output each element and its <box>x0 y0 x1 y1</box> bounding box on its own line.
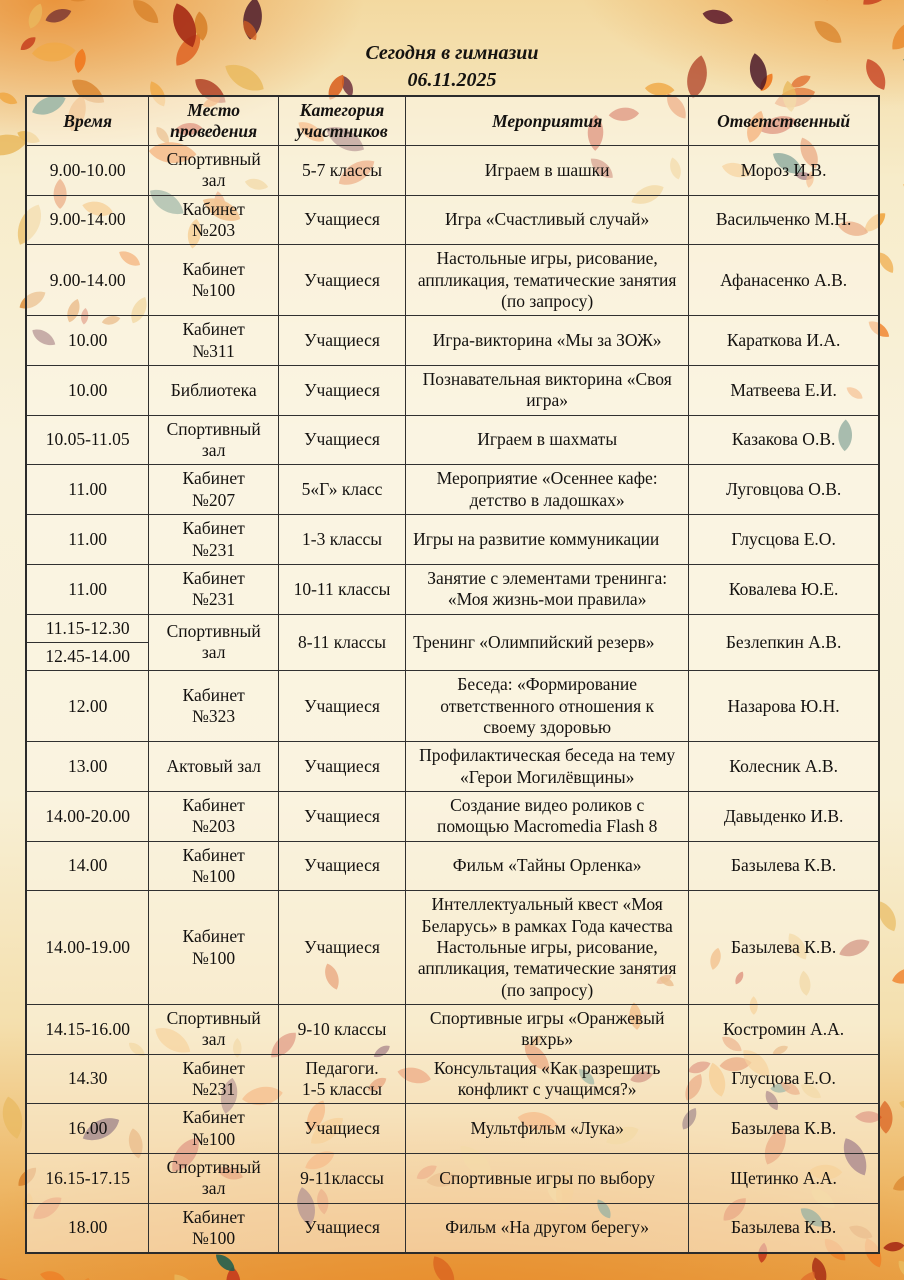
place-cell <box>149 195 279 245</box>
category-cell <box>278 415 405 465</box>
table-row <box>26 195 879 245</box>
time-cell <box>26 366 149 416</box>
table-body <box>26 146 879 1254</box>
place-line: Кабинет <box>182 198 245 219</box>
event-text: Настольные игры, рисование, аппликация, тематические занятия (по запросу) <box>417 937 677 1000</box>
category-cell <box>278 742 405 792</box>
event-cell <box>406 1154 689 1204</box>
header-place: Место проведения <box>149 96 279 146</box>
time-value: 11.00 <box>68 528 108 549</box>
page-title-date: 06.11.2025 <box>407 69 497 91</box>
event-text: Игра-викторина «Мы за ЗОЖ» <box>432 330 662 351</box>
category-cell <box>278 1005 405 1055</box>
place-line: №311 <box>192 340 235 361</box>
time-value: 10.00 <box>67 330 108 351</box>
category-cell <box>278 891 405 1005</box>
place-line: Актовый зал <box>166 755 261 776</box>
category-cell <box>278 515 405 565</box>
category-line: 1-5 классы <box>302 1079 383 1100</box>
category-line: Учащиеся <box>304 209 380 230</box>
place-line: №231 <box>192 589 236 610</box>
place-cell <box>149 316 279 366</box>
event-cell <box>406 415 689 465</box>
place-line: №100 <box>192 1128 236 1149</box>
category-line: Учащиеся <box>304 937 380 957</box>
time-cell <box>26 614 149 671</box>
responsible-cell: Глусцова Е.О. <box>689 515 879 565</box>
time-cell <box>26 515 149 565</box>
event-cell <box>406 515 689 565</box>
event-cell <box>406 614 689 671</box>
time-value: 11.15-12.30 <box>45 617 130 638</box>
place-cell <box>149 841 279 891</box>
place-line: Кабинет <box>182 518 245 539</box>
time-cell <box>26 1005 149 1055</box>
category-line: 1-3 классы <box>302 528 383 549</box>
event-cell <box>406 245 689 316</box>
place-line: №203 <box>192 816 236 837</box>
category-line: Педагоги. <box>305 1057 379 1078</box>
header-event: Мероприятия <box>406 96 689 146</box>
event-text: Создание видео роликов с помощью Macromedia Flash 8 <box>436 794 658 837</box>
place-cell <box>149 515 279 565</box>
place-cell <box>149 245 279 316</box>
table-row <box>26 841 879 891</box>
event-text: Настольные игры, рисование, аппликация, тематические занятия (по запросу) <box>417 248 677 312</box>
place-line: Кабинет <box>182 1107 245 1128</box>
place-cell <box>149 742 279 792</box>
responsible-cell: Матвеева Е.И. <box>689 366 879 416</box>
event-cell <box>406 1203 689 1253</box>
table-row <box>26 1104 879 1154</box>
category-line: 10-11 классы <box>293 578 391 599</box>
event-text: Профилактическая беседа на тему «Герои Могилёвщины» <box>419 745 676 787</box>
category-cell <box>278 316 405 366</box>
time-value: 18.00 <box>67 1217 108 1238</box>
category-cell <box>278 465 405 515</box>
event-text: Консультация «Как разрешить конфликт с учащимся?» <box>433 1057 661 1100</box>
category-line: Учащиеся <box>304 1217 380 1238</box>
responsible-cell: Щетинко А.А. <box>689 1154 879 1204</box>
category-cell <box>278 366 405 416</box>
category-line: 9-11классы <box>300 1167 384 1188</box>
event-text: Беседа: «Формирование ответственного отношения к своему здоровью <box>440 674 655 737</box>
table-row <box>26 316 879 366</box>
place-line: Кабинет <box>182 794 245 815</box>
time-value: 14.00-19.00 <box>45 937 130 957</box>
category-line: 9-10 классы <box>297 1018 387 1039</box>
event-cell <box>406 1104 689 1154</box>
event-cell <box>406 146 689 196</box>
category-line: Учащиеся <box>304 755 380 776</box>
place-line: №323 <box>192 706 236 727</box>
header-time: Время <box>26 96 149 146</box>
time-value: 9.00-14.00 <box>49 209 126 230</box>
place-line: №231 <box>192 1079 236 1100</box>
table-row <box>26 671 879 742</box>
place-cell <box>149 1203 279 1253</box>
table-row <box>26 1154 879 1204</box>
place-line: Спортивный <box>166 1157 261 1178</box>
event-cell <box>406 742 689 792</box>
table-row <box>26 245 879 316</box>
place-cell <box>149 614 279 671</box>
time-cell <box>26 1104 149 1154</box>
event-cell <box>406 564 689 614</box>
time-cell <box>26 891 149 1005</box>
place-line: Кабинет <box>182 259 245 280</box>
table-row <box>26 1203 879 1253</box>
category-cell <box>278 614 405 671</box>
time-value: 12.00 <box>67 695 108 716</box>
place-line: Кабинет <box>182 468 245 489</box>
place-line: Кабинет <box>182 567 245 588</box>
time-cell <box>26 791 149 841</box>
time-value: 11.00 <box>68 479 108 500</box>
place-cell <box>149 1054 279 1104</box>
place-line: зал <box>201 170 226 191</box>
responsible-cell: Казакова О.В. <box>689 415 879 465</box>
place-line: Кабинет <box>182 684 245 705</box>
event-cell <box>406 1005 689 1055</box>
place-line: зал <box>201 1029 226 1050</box>
schedule-table <box>25 95 880 1254</box>
table-row <box>26 791 879 841</box>
category-line: Учащиеся <box>304 429 380 450</box>
time-value: 9.00-10.00 <box>49 159 126 180</box>
place-line: зал <box>201 440 226 461</box>
event-cell <box>406 1054 689 1104</box>
header-category: Категория участников <box>278 96 405 146</box>
category-cell <box>278 146 405 196</box>
time-cell <box>26 1154 149 1204</box>
place-cell <box>149 671 279 742</box>
place-line: Кабинет <box>182 926 245 947</box>
responsible-cell: Давыденко И.В. <box>689 791 879 841</box>
time-value: 12.45-14.00 <box>27 642 148 670</box>
place-line: Кабинет <box>182 1206 245 1227</box>
responsible-cell: Ковалева Ю.Е. <box>689 564 879 614</box>
place-line: №100 <box>192 280 236 301</box>
event-cell <box>406 891 689 1005</box>
category-cell <box>278 671 405 742</box>
responsible-cell: Луговцова О.В. <box>689 465 879 515</box>
category-line: Учащиеся <box>304 269 380 290</box>
place-line: №100 <box>192 1228 236 1249</box>
table-row <box>26 891 879 1005</box>
table-row <box>26 1054 879 1104</box>
responsible-cell: Мороз И.В. <box>689 146 879 196</box>
table-row <box>26 415 879 465</box>
event-text: Познавательная викторина «Своя игра» <box>422 369 672 411</box>
event-cell <box>406 841 689 891</box>
category-line: Учащиеся <box>304 330 380 351</box>
category-line: Учащиеся <box>304 379 380 400</box>
time-value: 16.00 <box>67 1118 108 1139</box>
event-cell <box>406 671 689 742</box>
place-line: Спортивный <box>166 621 261 642</box>
place-cell <box>149 891 279 1005</box>
table-row <box>26 742 879 792</box>
table-row <box>26 366 879 416</box>
time-cell <box>26 841 149 891</box>
responsible-cell: Назарова Ю.Н. <box>689 671 879 742</box>
place-cell <box>149 1005 279 1055</box>
time-cell <box>26 316 149 366</box>
time-value: 13.00 <box>67 755 108 776</box>
place-cell <box>149 415 279 465</box>
table-row <box>26 614 879 671</box>
event-cell <box>406 366 689 416</box>
time-cell <box>26 1203 149 1253</box>
responsible-cell: Колесник А.В. <box>689 742 879 792</box>
place-line: Кабинет <box>182 319 245 340</box>
place-cell <box>149 1104 279 1154</box>
category-cell <box>278 1054 405 1104</box>
place-cell <box>149 564 279 614</box>
time-cell <box>26 742 149 792</box>
event-text: Играем в шашки <box>484 159 610 180</box>
category-line: 5«Г» класс <box>301 479 383 500</box>
place-line: №203 <box>192 220 236 241</box>
responsible-cell: Васильченко М.Н. <box>689 195 879 245</box>
event-text: Интеллектуальный квест «Моя Беларусь» в рамках Года качества <box>421 894 673 936</box>
event-text: Занятие с элементами тренинга: «Моя жизнь-мои правила» <box>427 567 668 610</box>
category-cell <box>278 564 405 614</box>
event-cell <box>406 791 689 841</box>
category-cell <box>278 1154 405 1204</box>
time-cell <box>26 146 149 196</box>
event-cell <box>406 316 689 366</box>
event-text: Мероприятие «Осеннее кафе: детство в ладошках» <box>436 468 658 510</box>
time-cell <box>26 1054 149 1104</box>
category-cell <box>278 245 405 316</box>
place-line: Кабинет <box>182 1057 245 1078</box>
place-cell <box>149 1154 279 1204</box>
place-line: Библиотека <box>170 379 257 400</box>
event-cell <box>406 465 689 515</box>
time-cell <box>26 415 149 465</box>
responsible-cell: Афанасенко А.В. <box>689 245 879 316</box>
responsible-cell: Костромин А.А. <box>689 1005 879 1055</box>
category-cell <box>278 791 405 841</box>
table-row <box>26 1005 879 1055</box>
time-cell <box>26 671 149 742</box>
event-text: Спортивные игры «Оранжевый вихрь» <box>429 1008 665 1050</box>
time-value: 14.00 <box>67 855 108 876</box>
time-cell <box>26 564 149 614</box>
category-line: 8-11 классы <box>297 631 387 652</box>
header-row <box>26 96 879 146</box>
header-responsible: Ответственный <box>689 96 879 146</box>
page-title <box>0 40 904 94</box>
category-cell <box>278 841 405 891</box>
responsible-cell: Базылева К.В. <box>689 891 879 1005</box>
place-cell <box>149 146 279 196</box>
event-text: Мультфильм «Лука» <box>470 1118 624 1139</box>
table-row <box>26 146 879 196</box>
place-cell <box>149 366 279 416</box>
category-line: Учащиеся <box>304 855 380 876</box>
place-line: Спортивный <box>166 1008 261 1029</box>
time-value: 9.00-14.00 <box>49 269 126 290</box>
time-value: 10.00 <box>67 379 108 400</box>
responsible-cell: Базылева К.В. <box>689 841 879 891</box>
category-line: Учащиеся <box>304 805 380 826</box>
place-line: №231 <box>192 539 236 560</box>
time-value: 16.15-17.15 <box>45 1167 130 1188</box>
table-row <box>26 465 879 515</box>
event-text: Фильм «На другом берегу» <box>445 1217 650 1238</box>
place-line: №100 <box>192 947 236 968</box>
event-text: Тренинг «Олимпийский резерв» <box>413 631 655 652</box>
event-text: Играем в шахматы <box>477 429 618 450</box>
place-line: зал <box>201 1178 226 1199</box>
time-cell <box>26 245 149 316</box>
time-value: 14.15-16.00 <box>45 1018 130 1039</box>
time-cell <box>26 465 149 515</box>
time-value: 11.00 <box>68 578 108 599</box>
place-line: №207 <box>192 489 236 510</box>
responsible-cell: Безлепкин А.В. <box>689 614 879 671</box>
table-row <box>26 515 879 565</box>
responsible-cell: Базылева К.В. <box>689 1203 879 1253</box>
event-text: Спортивные игры по выбору <box>439 1167 656 1188</box>
place-line: Спортивный <box>166 149 261 169</box>
category-line: 5-7 классы <box>302 159 383 180</box>
place-cell <box>149 465 279 515</box>
category-cell <box>278 195 405 245</box>
time-value: 14.00-20.00 <box>45 805 130 826</box>
event-text: Фильм «Тайны Орленка» <box>452 855 642 876</box>
category-line: Учащиеся <box>304 1118 380 1139</box>
category-cell <box>278 1104 405 1154</box>
event-text: Игра «Счастливый случай» <box>445 209 650 230</box>
time-cell <box>26 195 149 245</box>
place-line: зал <box>201 642 226 663</box>
place-line: №100 <box>192 865 236 886</box>
responsible-cell: Базылева К.В. <box>689 1104 879 1154</box>
place-line: Спортивный <box>166 418 261 439</box>
category-cell <box>278 1203 405 1253</box>
event-cell <box>406 195 689 245</box>
time-value: 14.30 <box>67 1068 108 1089</box>
category-line: Учащиеся <box>304 695 380 716</box>
responsible-cell: Караткова И.А. <box>689 316 879 366</box>
page-title-text: Сегодня в гимназии <box>365 42 539 64</box>
place-line: Кабинет <box>182 844 245 865</box>
place-cell <box>149 791 279 841</box>
table-row <box>26 564 879 614</box>
responsible-cell: Глусцова Е.О. <box>689 1054 879 1104</box>
time-value: 10.05-11.05 <box>45 429 130 450</box>
event-text: Игры на развитие коммуникации <box>413 528 660 549</box>
